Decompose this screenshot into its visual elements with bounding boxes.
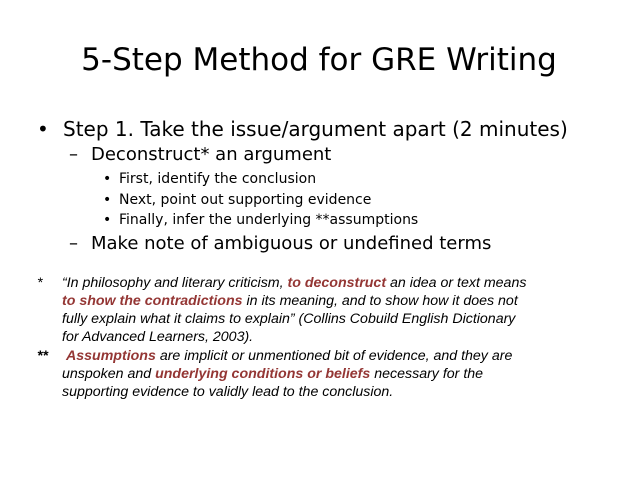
subitem-text: Next, point out supporting evidence <box>119 192 372 208</box>
subitem-text: Finally, infer the underlying **assumptions <box>119 212 419 228</box>
footnote1-line3: fully explain what it claims to explain” (Collins Cobuild English Dictionary <box>62 311 516 327</box>
footnote2-text: necessary for the <box>370 366 484 382</box>
footnote1-marker: * <box>37 275 43 291</box>
footnote2-highlight: underlying conditions or beliefs <box>155 366 371 382</box>
footnote1-line1 <box>62 275 526 293</box>
footnote1-highlight: to show the contradictions <box>62 293 243 309</box>
footnote2-highlight: Assumptions <box>66 348 156 364</box>
footnote2-text: are implicit or unmentioned bit of evidence, and they are <box>155 348 513 364</box>
sub1-text: Deconstruct* an argument <box>91 144 332 165</box>
subitem-text: First, identify the conclusion <box>119 171 317 187</box>
footnote2-marker: ** <box>37 348 49 364</box>
step1-text: Step 1. Take the issue/argument apart (2 minutes) <box>63 117 568 141</box>
footnote2-line1 <box>66 348 512 366</box>
footnote1-line4: for Advanced Learners, 2003). <box>62 329 254 345</box>
footnote1-text: “In philosophy and literary criticism, <box>62 275 288 291</box>
footnote2-line3: supporting evidence to validly lead to the conclusion. <box>62 384 394 400</box>
subitem-bullet: • <box>103 212 112 228</box>
subitem-bullet: • <box>103 171 112 187</box>
footnote1-highlight: to deconstruct <box>287 275 387 291</box>
footnote2-text: unspoken and <box>62 366 156 382</box>
sub1-dash: – <box>69 144 78 165</box>
footnote1-text: in its meaning, and to show how it does not <box>242 293 518 309</box>
step1-bullet: • <box>37 117 49 141</box>
footnote1-line2 <box>62 293 518 311</box>
slide-title: 5-Step Method for GRE Writing <box>81 42 557 78</box>
footnote2-line2 <box>62 366 483 384</box>
sub2-dash: – <box>69 233 78 254</box>
footnote1-text: an idea or text means <box>386 275 527 291</box>
subitem-bullet: • <box>103 192 112 208</box>
sub2-text: Make note of ambiguous or undefined terms <box>91 233 492 254</box>
